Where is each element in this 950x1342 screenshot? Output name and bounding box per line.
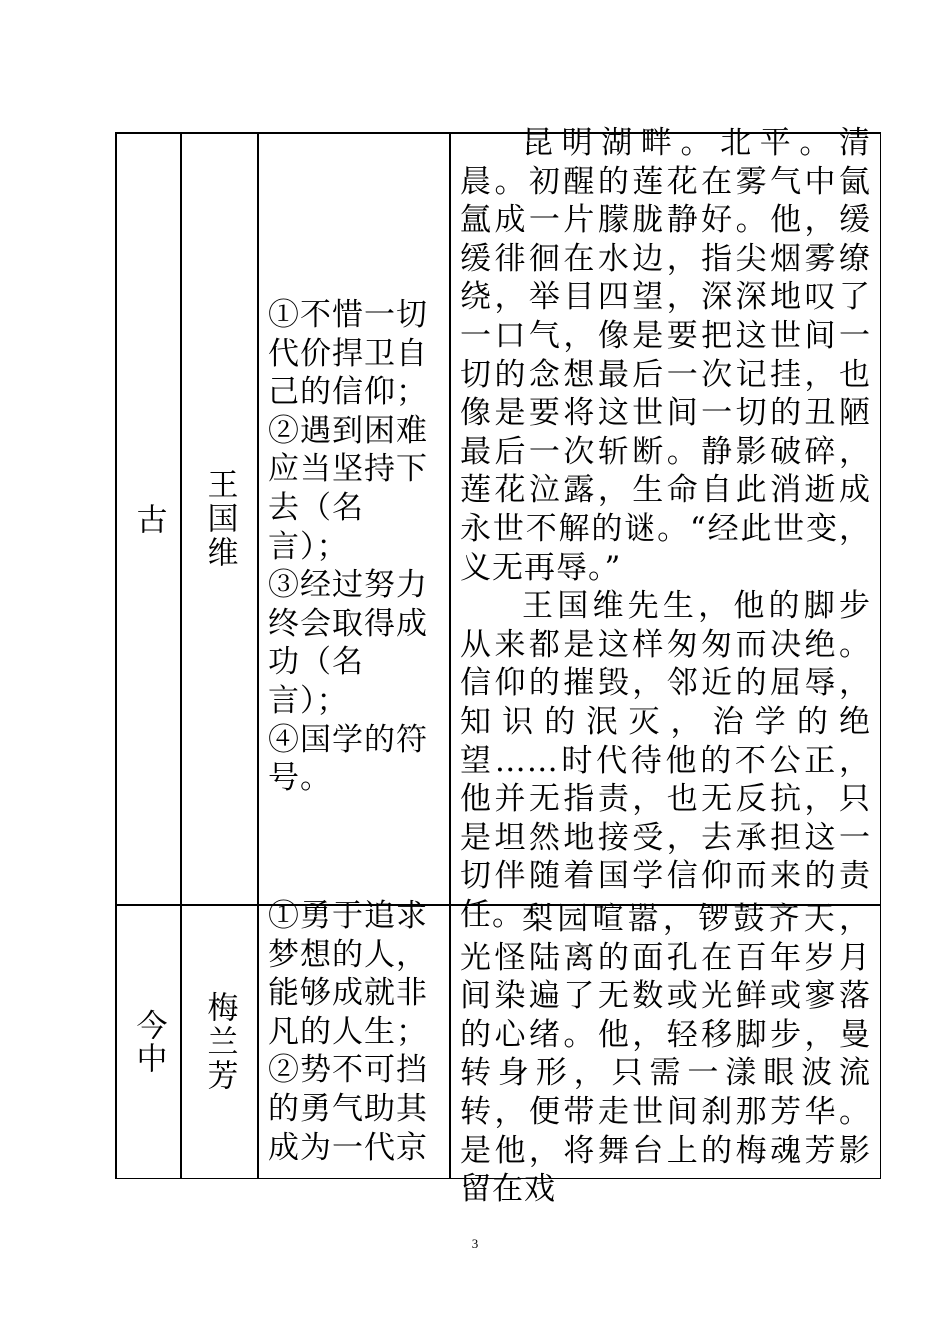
table-cell-story: [451, 900, 879, 1208]
table-cell-name: [182, 134, 257, 904]
table-cell-story: [451, 124, 879, 933]
person-name: 王国维: [201, 468, 238, 570]
table-cell-era: [117, 906, 180, 1177]
era-label: 今中: [130, 1008, 167, 1075]
list-item: ①勇于追求梦想的人，能够成就非凡的人生；: [268, 898, 428, 1050]
table-cell-points: [259, 897, 449, 1177]
era-label: 古: [130, 502, 167, 536]
table-cell-era: [117, 134, 180, 904]
list-item: ②遇到困难应当坚持下去（名言）；: [268, 412, 428, 565]
page-number: 3: [471, 1236, 479, 1251]
table-border-right: [880, 132, 882, 1179]
list-item: ③经过努力终会取得成功（名言）；: [268, 567, 428, 719]
table-cell-points: [259, 296, 449, 797]
points-list: [268, 296, 443, 798]
story-paragraph: 梨园喧嚣，锣鼓齐天，光怪陆离的面孔在百年岁月间染遍了无数或光鲜或寥落的心绪。他，轻移脚步，曼转身形，只需一漾眼波流转，便带走世间刹那芳华。是他，将舞台上的梅魂芳影留在戏: [460, 901, 871, 1208]
table-cell-name: [182, 906, 257, 1177]
story-paragraph: 昆明湖畔。北平。清晨。初醒的莲花在雾气中氤氲成一片朦胧静好。他，缓缓徘徊在水边，指尖烟雾缭绕，举目四望，深深地叹了一口气，像是要把这世间一切的念想最后一次记挂，也像是要将这世间一切的丑陋最后一次斩断。静影破碎，莲花泣露，生命自此消逝成永世不解的谜。“经此世变，义无再辱。”: [460, 125, 871, 586]
list-item: ②势不可挡的勇气助其成为一代京: [268, 1052, 428, 1166]
list-item: ①不惜一切代价捍卫自己的信仰；: [268, 297, 428, 411]
person-name: 梅兰芳: [201, 990, 238, 1093]
figures-table: [115, 125, 881, 1208]
points-list: [268, 897, 443, 1167]
story-paragraph: 王国维先生，他的脚步从来都是这样匆匆而决绝。信仰的摧毁，邻近的屈辱，知识的泯灭，治学的绝望……时代待他的不公正，他并无指责，也无反抗，只是坦然地接受，去承担这一切伴随着国学信仰而来的责任。: [460, 588, 871, 933]
list-item: ④国学的符号。: [268, 721, 428, 797]
